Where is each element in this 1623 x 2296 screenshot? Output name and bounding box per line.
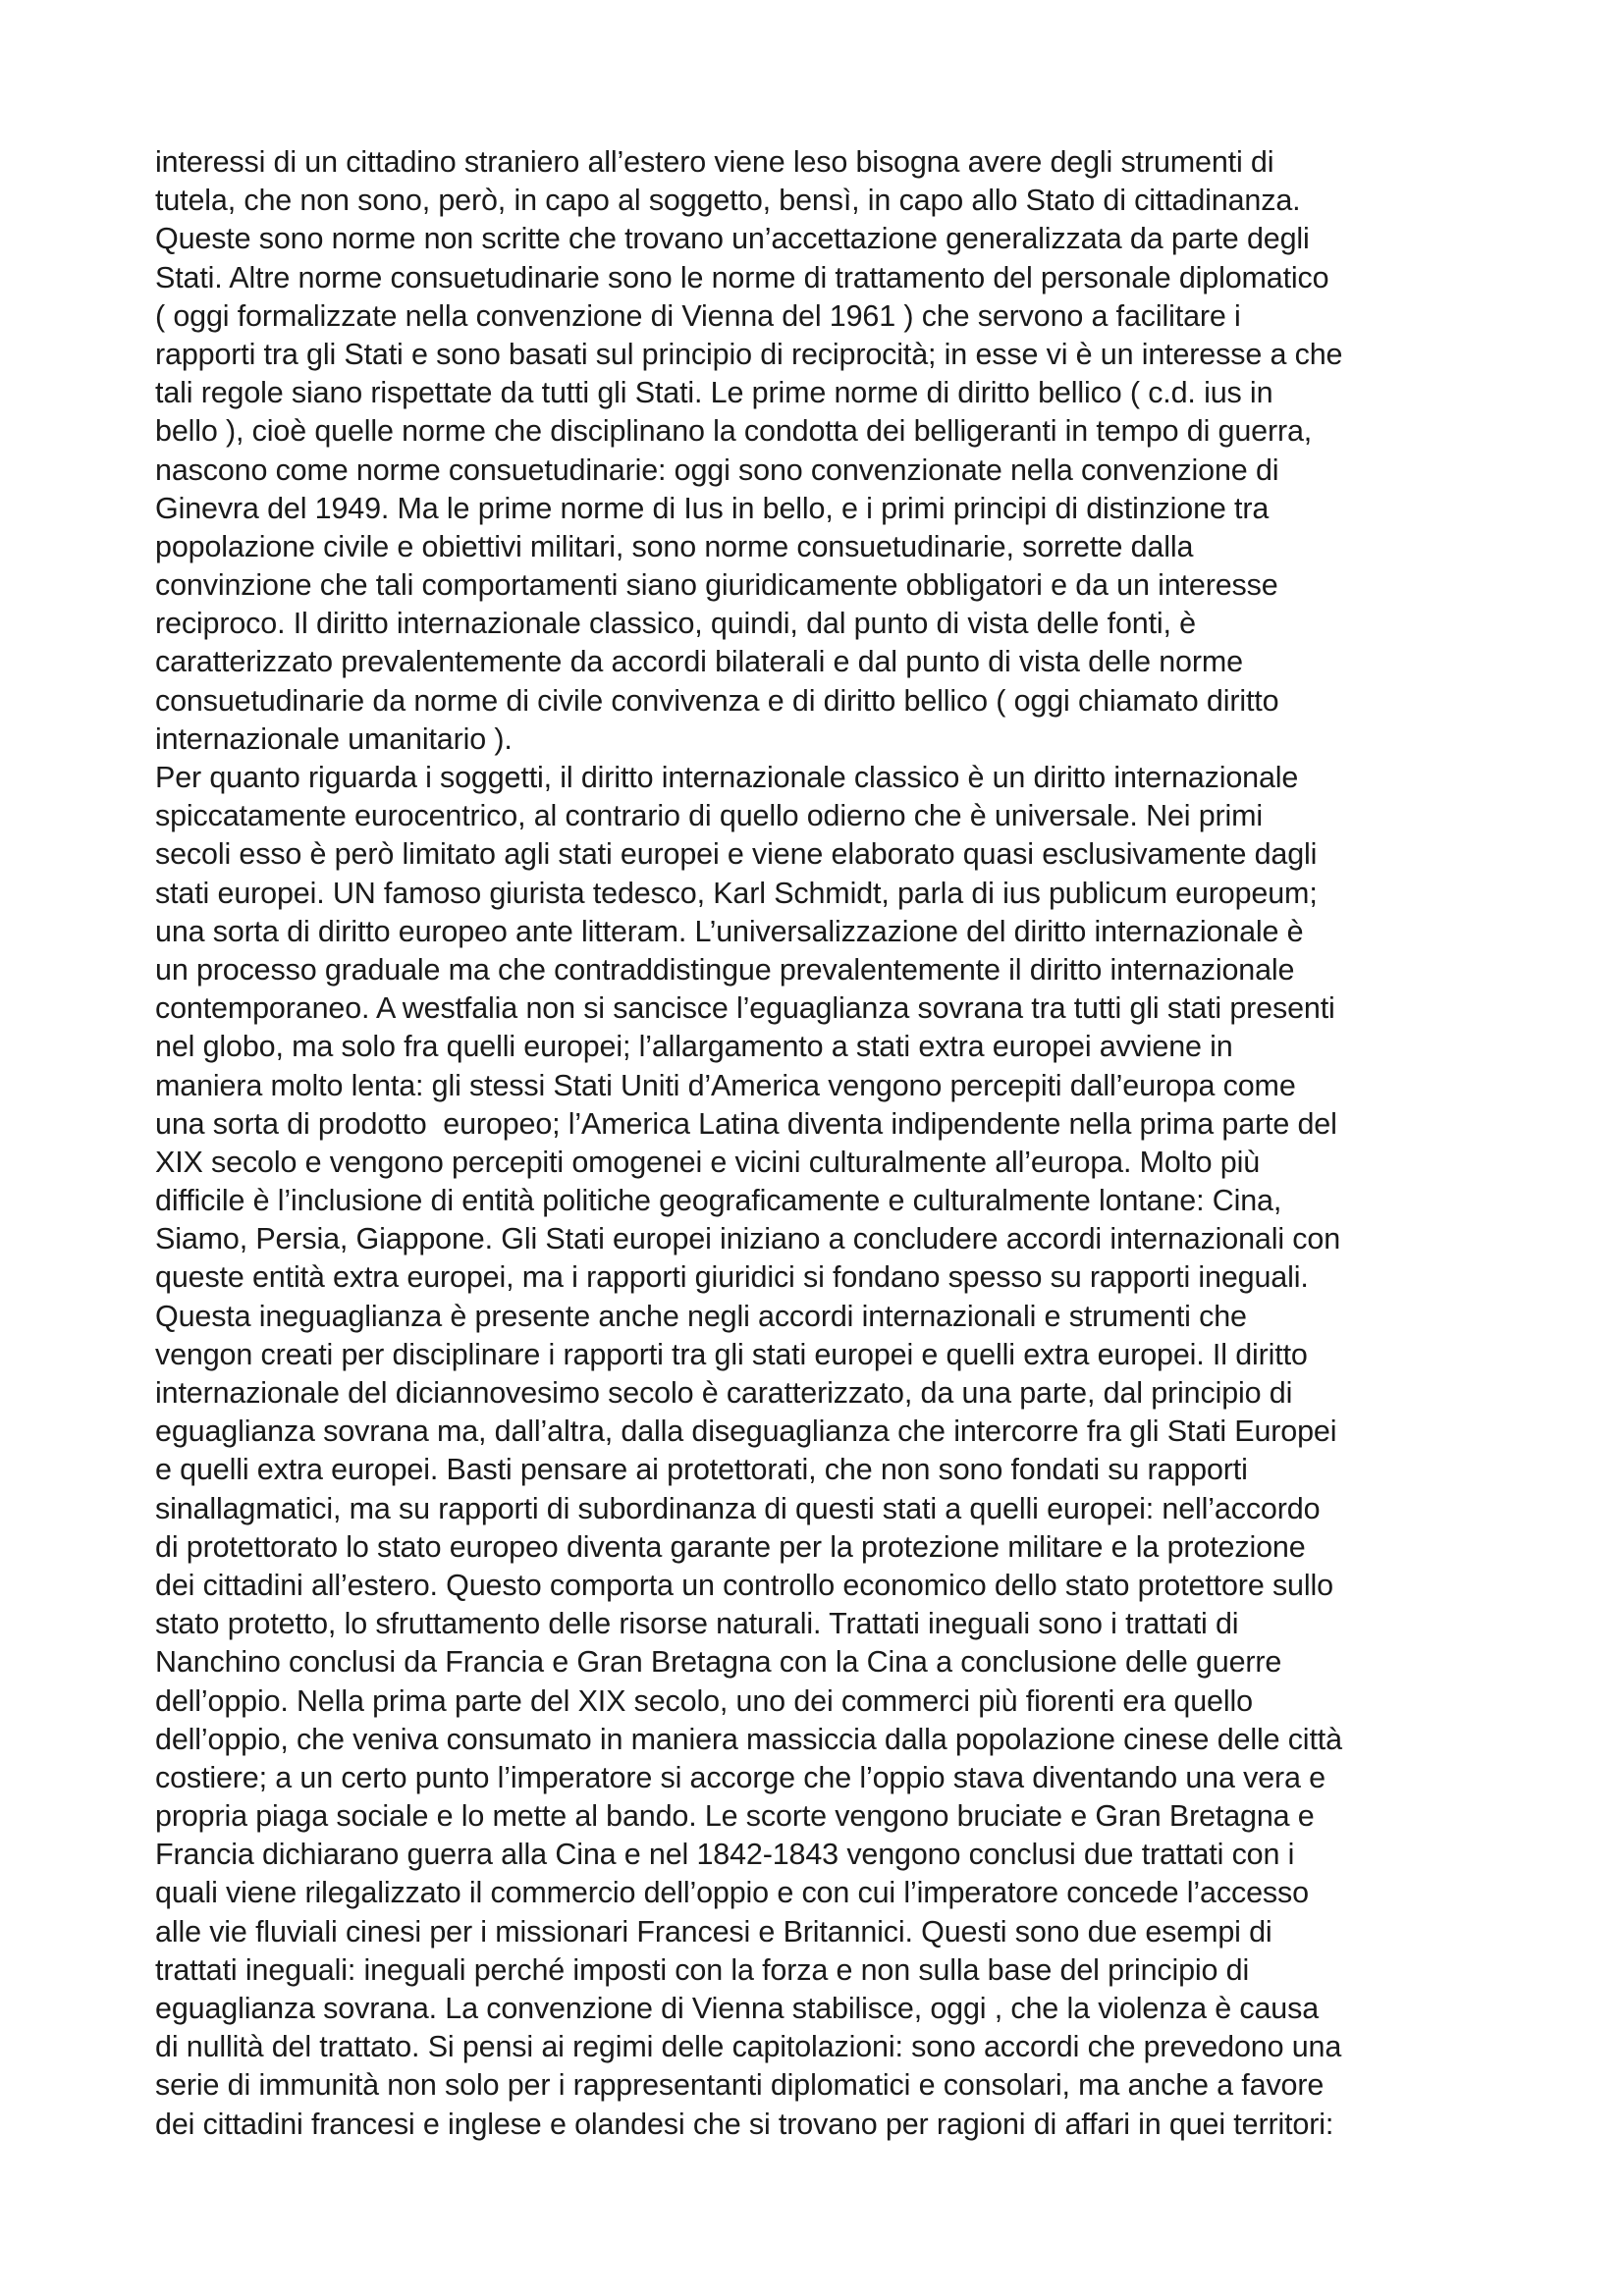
text-line: internazionale del diciannovesimo secolo è caratterizzato, da una parte, dal principio di: [155, 1376, 1293, 1410]
text-line: Stati. Altre norme consuetudinarie sono le norme di trattamento del personale diplomatico: [155, 260, 1329, 294]
text-line: e quelli extra europei. Basti pensare ai protettorati, che non sono fondati su rapporti: [155, 1453, 1248, 1487]
text-line: consuetudinarie da norme di civile convivenza e di diritto bellico ( oggi chiamato diritto: [155, 683, 1279, 718]
text-line: dei cittadini francesi e inglese e olandesi che si trovano per ragioni di affari in quei territori:: [155, 2107, 1334, 2141]
text-line: maniera molto lenta: gli stessi Stati Uniti d’America vengono percepiti dall’europa come: [155, 1068, 1296, 1102]
text-line: Questa ineguaglianza è presente anche negli accordi internazionali e strumenti che: [155, 1299, 1247, 1333]
text-line: internazionale umanitario ).: [155, 721, 513, 756]
text-line: eguaglianza sovrana ma, dall’altra, dalla diseguaglianza che intercorre fra gli Stati Europei: [155, 1415, 1337, 1449]
text-line: tutela, che non sono, però, in capo al soggetto, bensì, in capo allo Stato di cittadinanza.: [155, 184, 1301, 218]
text-line: dell’oppio. Nella prima parte del XIX secolo, uno dei commerci più fiorenti era quello: [155, 1683, 1253, 1718]
text-line: stati europei. UN famoso giurista tedesco, Karl Schmidt, parla di ius publicum europeum;: [155, 876, 1318, 910]
text-line: secoli esso è però limitato agli stati europei e viene elaborato quasi esclusivamente dagli: [155, 837, 1318, 872]
text-line: XIX secolo e vengono percepiti omogenei e vicini culturalmente all’europa. Molto più: [155, 1145, 1261, 1179]
text-line: dell’oppio, che veniva consumato in maniera massiccia dalla popolazione cinese delle città: [155, 1722, 1342, 1756]
text-line: popolazione civile e obiettivi militari, sono norme consuetudinarie, sorrette dalla: [155, 529, 1194, 563]
text-line: Francia dichiarano guerra alla Cina e nel 1842-1843 vengono conclusi due trattati con i: [155, 1838, 1295, 1872]
text-line: Nanchino conclusi da Francia e Gran Bretagna con la Cina a conclusione delle guerre: [155, 1645, 1282, 1680]
text-line: una sorta di prodotto europeo; l’America Latina diventa indipendente nella prima parte del: [155, 1106, 1337, 1141]
text-line: trattati ineguali: ineguali perché imposti con la forza e non sulla base del principio di: [155, 1952, 1250, 1987]
text-line: queste entità extra europei, ma i rapporti giuridici si fondano spesso su rapporti ineguali.: [155, 1260, 1309, 1295]
text-line: Queste sono norme non scritte che trovano un’accettazione generalizzata da parte degli: [155, 222, 1310, 256]
text-line: bello ), cioè quelle norme che disciplinano la condotta dei belligeranti in tempo di guerra,: [155, 414, 1313, 449]
text-line: tali regole siano rispettate da tutti gli Stati. Le prime norme di diritto bellico ( c.d. ius in: [155, 376, 1273, 410]
text-line: spiccatamente eurocentrico, al contrario di quello odierno che è universale. Nei primi: [155, 799, 1264, 833]
text-line: Siamo, Persia, Giappone. Gli Stati europei iniziano a concludere accordi internazionali con: [155, 1222, 1341, 1256]
text-line: propria piaga sociale e lo mette al bando. Le scorte vengono bruciate e Gran Bretagna e: [155, 1799, 1315, 1834]
text-line: caratterizzato prevalentemente da accordi bilaterali e dal punto di vista delle norme: [155, 645, 1243, 679]
text-line: un processo graduale ma che contraddistingue prevalentemente il diritto internazionale: [155, 952, 1295, 987]
text-line: rapporti tra gli Stati e sono basati sul principio di reciprocità; in esse vi è un interesse a che: [155, 337, 1343, 371]
text-line: dei cittadini all’estero. Questo comporta un controllo economico dello stato protettore sullo: [155, 1568, 1333, 1602]
text-line: di nullità del trattato. Si pensi ai regimi delle capitolazioni: sono accordi che prevedono una: [155, 2030, 1342, 2064]
document-page: [155, 143, 1490, 2144]
text-line: nascono come norme consuetudinarie: oggi sono convenzionate nella convenzione di: [155, 453, 1279, 487]
text-line: Per quanto riguarda i soggetti, il diritto internazionale classico è un diritto internazionale: [155, 761, 1299, 794]
text-line: sinallagmatici, ma su rapporti di subordinanza di questi stati a quelli europei: nell’accordo: [155, 1491, 1321, 1525]
text-line: stato protetto, lo sfruttamento delle risorse naturali. Trattati ineguali sono i trattati di: [155, 1607, 1239, 1641]
text-line: Ginevra del 1949. Ma le prime norme di Ius in bello, e i primi principi di distinzione tra: [155, 491, 1270, 525]
text-line: convinzione che tali comportamenti siano giuridicamente obbligatori e da un interesse: [155, 568, 1278, 603]
text-line: nel globo, ma solo fra quelli europei; l’allargamento a stati extra europei avviene in: [155, 1030, 1233, 1064]
text-line: costiere; a un certo punto l’imperatore si accorge che l’oppio stava diventando una vera e: [155, 1760, 1325, 1794]
text-line: contemporaneo. A westfalia non si sancisce l’eguaglianza sovrana tra tutti gli stati presenti: [155, 991, 1335, 1026]
text-line: alle vie fluviali cinesi per i missionari Francesi e Britannici. Questi sono due esempi di: [155, 1914, 1272, 1949]
text-line: reciproco. Il diritto internazionale classico, quindi, dal punto di vista delle fonti, è: [155, 607, 1196, 641]
text-line: ( oggi formalizzate nella convenzione di Vienna del 1961 ) che servono a facilitare i: [155, 298, 1241, 333]
text-line: serie di immunità non solo per i rappresentanti diplomatici e consolari, ma anche a favore: [155, 2068, 1325, 2103]
text-line: di protettorato lo stato europeo diventa garante per la protezione militare e la protezione: [155, 1529, 1306, 1564]
text-line: difficile è l’inclusione di entità politiche geograficamente e culturalmente lontane: Cina,: [155, 1184, 1282, 1218]
text-line: una sorta di diritto europeo ante litteram. L’universalizzazione del diritto internazionale è: [155, 914, 1304, 948]
text-line: eguaglianza sovrana. La convenzione di Vienna stabilisce, oggi , che la violenza è causa: [155, 1992, 1320, 2025]
text-line: quali viene rilegalizzato il commercio dell’oppio e con cui l’imperatore concede l’accesso: [155, 1876, 1309, 1910]
text-line: interessi di un cittadino straniero all’estero viene leso bisogna avere degli strumenti di: [155, 145, 1274, 179]
text-line: vengon creati per disciplinare i rapporti tra gli stati europei e quelli extra europei. Il diritto: [155, 1337, 1308, 1371]
